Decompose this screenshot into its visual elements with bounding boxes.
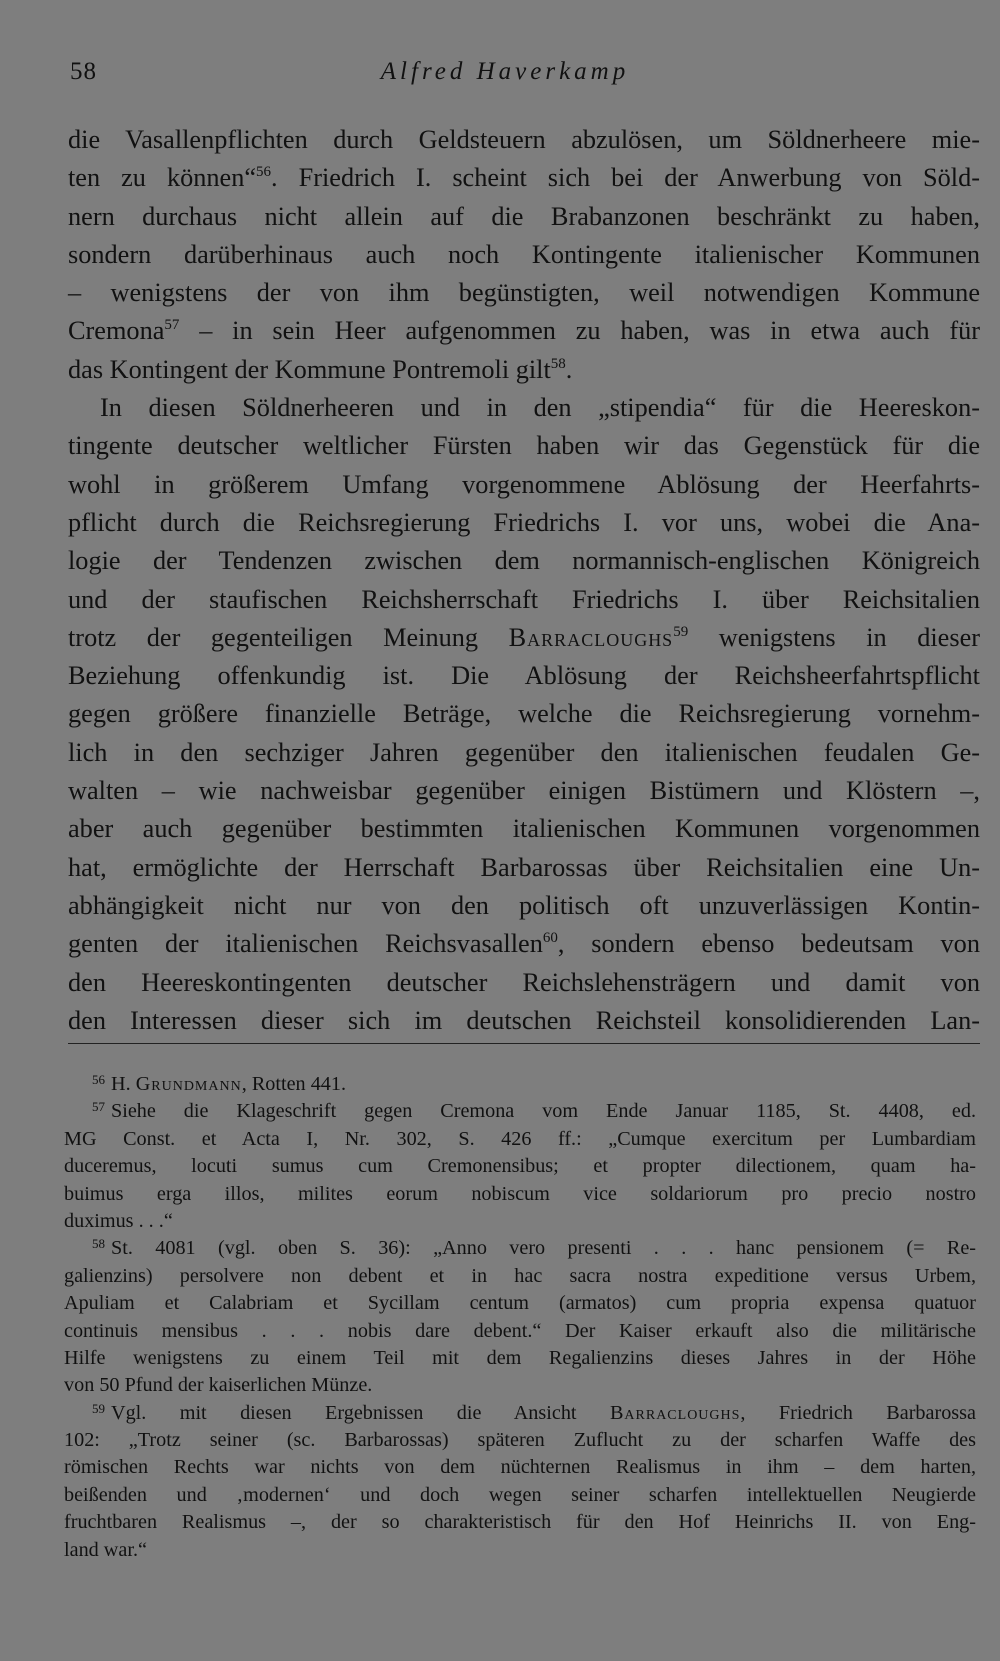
text-line: sondern darüberhinaus auch noch Kontingente italienischer Kommunen — [68, 239, 980, 269]
footnote-ref: 59 — [673, 623, 689, 640]
main-text — [68, 121, 980, 1040]
footnote-56: $^{56}$ H. Grundmann, Rotten 441. — [92, 1072, 347, 1095]
text-line: den Heereskontingenten deutscher Reichslehensträgern und damit von — [68, 967, 980, 997]
footnote-line: 102: „Trotz seiner (sc. Barbarossas) späteren Zuflucht zu der scharfen Waffe des — [64, 1429, 976, 1452]
text-line: und der staufischen Reichsherrschaft Friedrichs I. über Reichsitalien — [68, 584, 980, 614]
text-line: abhängigkeit nicht nur von den politisch oft unzuverlässigen Kontin- — [68, 890, 980, 920]
footnote-line: land war.“ — [64, 1538, 147, 1561]
footnote-59: $^{59}$ Vgl. mit diesen Ergebnissen die Ansicht Barracloughs, Friedrich Barbarossa — [92, 1400, 976, 1424]
footnote-57: $^{57}$ Siehe die Klageschrift gegen Cremona vom Ende Januar 1185, St. 4408, ed. — [92, 1099, 976, 1123]
footnote-line: von 50 Pfund der kaiserlichen Münze. — [64, 1374, 373, 1397]
footnote-line: Apuliam et Calabriam et Sycillam centum (armatos) cum propria expensa quatuor — [64, 1292, 976, 1315]
page-number: 58 — [70, 58, 97, 85]
text-line: Beziehung offenkundig ist. Die Ablösung der Reichsheerfahrtspflicht — [68, 661, 980, 691]
footnotes — [64, 1071, 976, 1564]
footnote-mark: 56 — [92, 1072, 105, 1087]
footnote-line: galienzins) persolvere non debent et in hac sacra nostra expeditione versus Urbem, — [64, 1264, 976, 1287]
page-header — [70, 58, 940, 94]
text-line: tingente deutscher weltlicher Fürsten haben wir das Gegenstück für die — [68, 431, 980, 461]
paragraph-start: In diesen Söldnerheeren und in den „stipendia“ für die Heereskon- — [100, 393, 980, 423]
footnote-divider — [68, 1043, 980, 1044]
footnote-mark: 59 — [92, 1400, 105, 1416]
text-line: nern durchaus nicht allein auf die Brabanzonen beschränkt zu haben, — [68, 201, 980, 231]
footnote-ref: 56 — [256, 164, 272, 181]
text-line: die Vasallenpflichten durch Geldsteuern abzulösen, um Söldnerheere mie- — [68, 125, 980, 154]
text-line: pflicht durch die Reichsregierung Friedrichs I. vor uns, wobei die Ana- — [68, 507, 980, 537]
text-line: aber auch gegenüber bestimmten italienischen Kommunen vorgenommen — [68, 814, 980, 844]
text-line: wohl in größerem Umfang vorgenommene Ablösung der Heerfahrts- — [68, 469, 980, 499]
text-line: ten zu können“$^{56}$. Friedrich I. scheint sich bei der Anwerbung von Söld- — [68, 163, 980, 193]
footnote-line: Hilfe wenigstens zu einem Teil mit dem Regalienzins dieses Jahres in der Höhe — [64, 1346, 976, 1369]
text-line: logie der Tendenzen zwischen dem normannisch-englischen Königreich — [68, 546, 980, 576]
text-line: genten der italienischen Reichsvasallen$^{60}$, sondern ebenso bedeutsam von — [68, 929, 980, 959]
footnote-ref: 60 — [542, 930, 558, 947]
text-line: den Interessen dieser sich im deutschen Reichsteil konsolidierenden Lan- — [68, 1005, 980, 1035]
footnote-line: duximus . . .“ — [64, 1209, 173, 1232]
text-line: gegen größere finanzielle Beträge, welche die Reichsregierung vornehm- — [68, 699, 980, 729]
text-line: hat, ermöglichte der Herrschaft Barbarossas über Reichsitalien eine Un- — [68, 852, 980, 882]
footnote-line: duceremus, locuti sumus cum Cremonensibus; et propter dilectionem, quam ha- — [64, 1155, 976, 1178]
text-line: Cremona$^{57}$ – in sein Heer aufgenommen zu haben, was in etwa auch für — [68, 316, 980, 346]
footnote-line: beißenden und ‚modernen‘ und doch wegen seiner scharfen intellektuellen Neugierde — [64, 1483, 976, 1506]
text-line: – wenigstens der von ihm begünstigten, weil notwendigen Kommune — [68, 278, 980, 308]
footnote-ref: 58 — [550, 355, 566, 372]
footnote-line: buimus erga illos, milites eorum nobiscum vice soldariorum pro precio nostro — [64, 1182, 976, 1205]
footnote-line: continuis mensibus . . . nobis dare debent.“ Der Kaiser erkauft also die militärische — [64, 1319, 976, 1342]
text-line: das Kontingent der Kommune Pontremoli gilt$^{58}$. — [68, 354, 573, 384]
footnote-ref: 57 — [164, 317, 180, 334]
text-line: walten – wie nachweisbar gegenüber einigen Bistümern und Klöstern –, — [68, 776, 980, 806]
footnote-line: fruchtbaren Realismus –, der so charakteristisch für den Hof Heinrichs II. von Eng- — [64, 1511, 976, 1534]
text-line: trotz der gegenteiligen Meinung Barracloughs$^{59}$ wenigstens in dieser — [68, 622, 981, 652]
running-title: Alfred Haverkamp — [380, 58, 630, 85]
footnote-58: $^{58}$ St. 4081 (vgl. oben S. 36): „Anno vero presenti . . . hanc pensionem (= Re- — [92, 1236, 976, 1260]
footnote-mark: 57 — [92, 1099, 105, 1115]
footnote-line: römischen Rechts war nichts von dem nüchternen Realismus in ihm – dem harten, — [64, 1456, 976, 1479]
footnote-line: MG Const. et Acta I, Nr. 302, S. 426 ff.: „Cumque exercitum per Lumbardiam — [64, 1127, 976, 1150]
author-name: Barracloughs — [508, 622, 674, 652]
footnote-mark: 58 — [92, 1236, 105, 1252]
author-name: Barracloughs — [609, 1401, 741, 1424]
text-line: lich in den sechziger Jahren gegenüber den italienischen feudalen Ge- — [68, 737, 980, 767]
author-name: Grundmann — [135, 1073, 242, 1095]
